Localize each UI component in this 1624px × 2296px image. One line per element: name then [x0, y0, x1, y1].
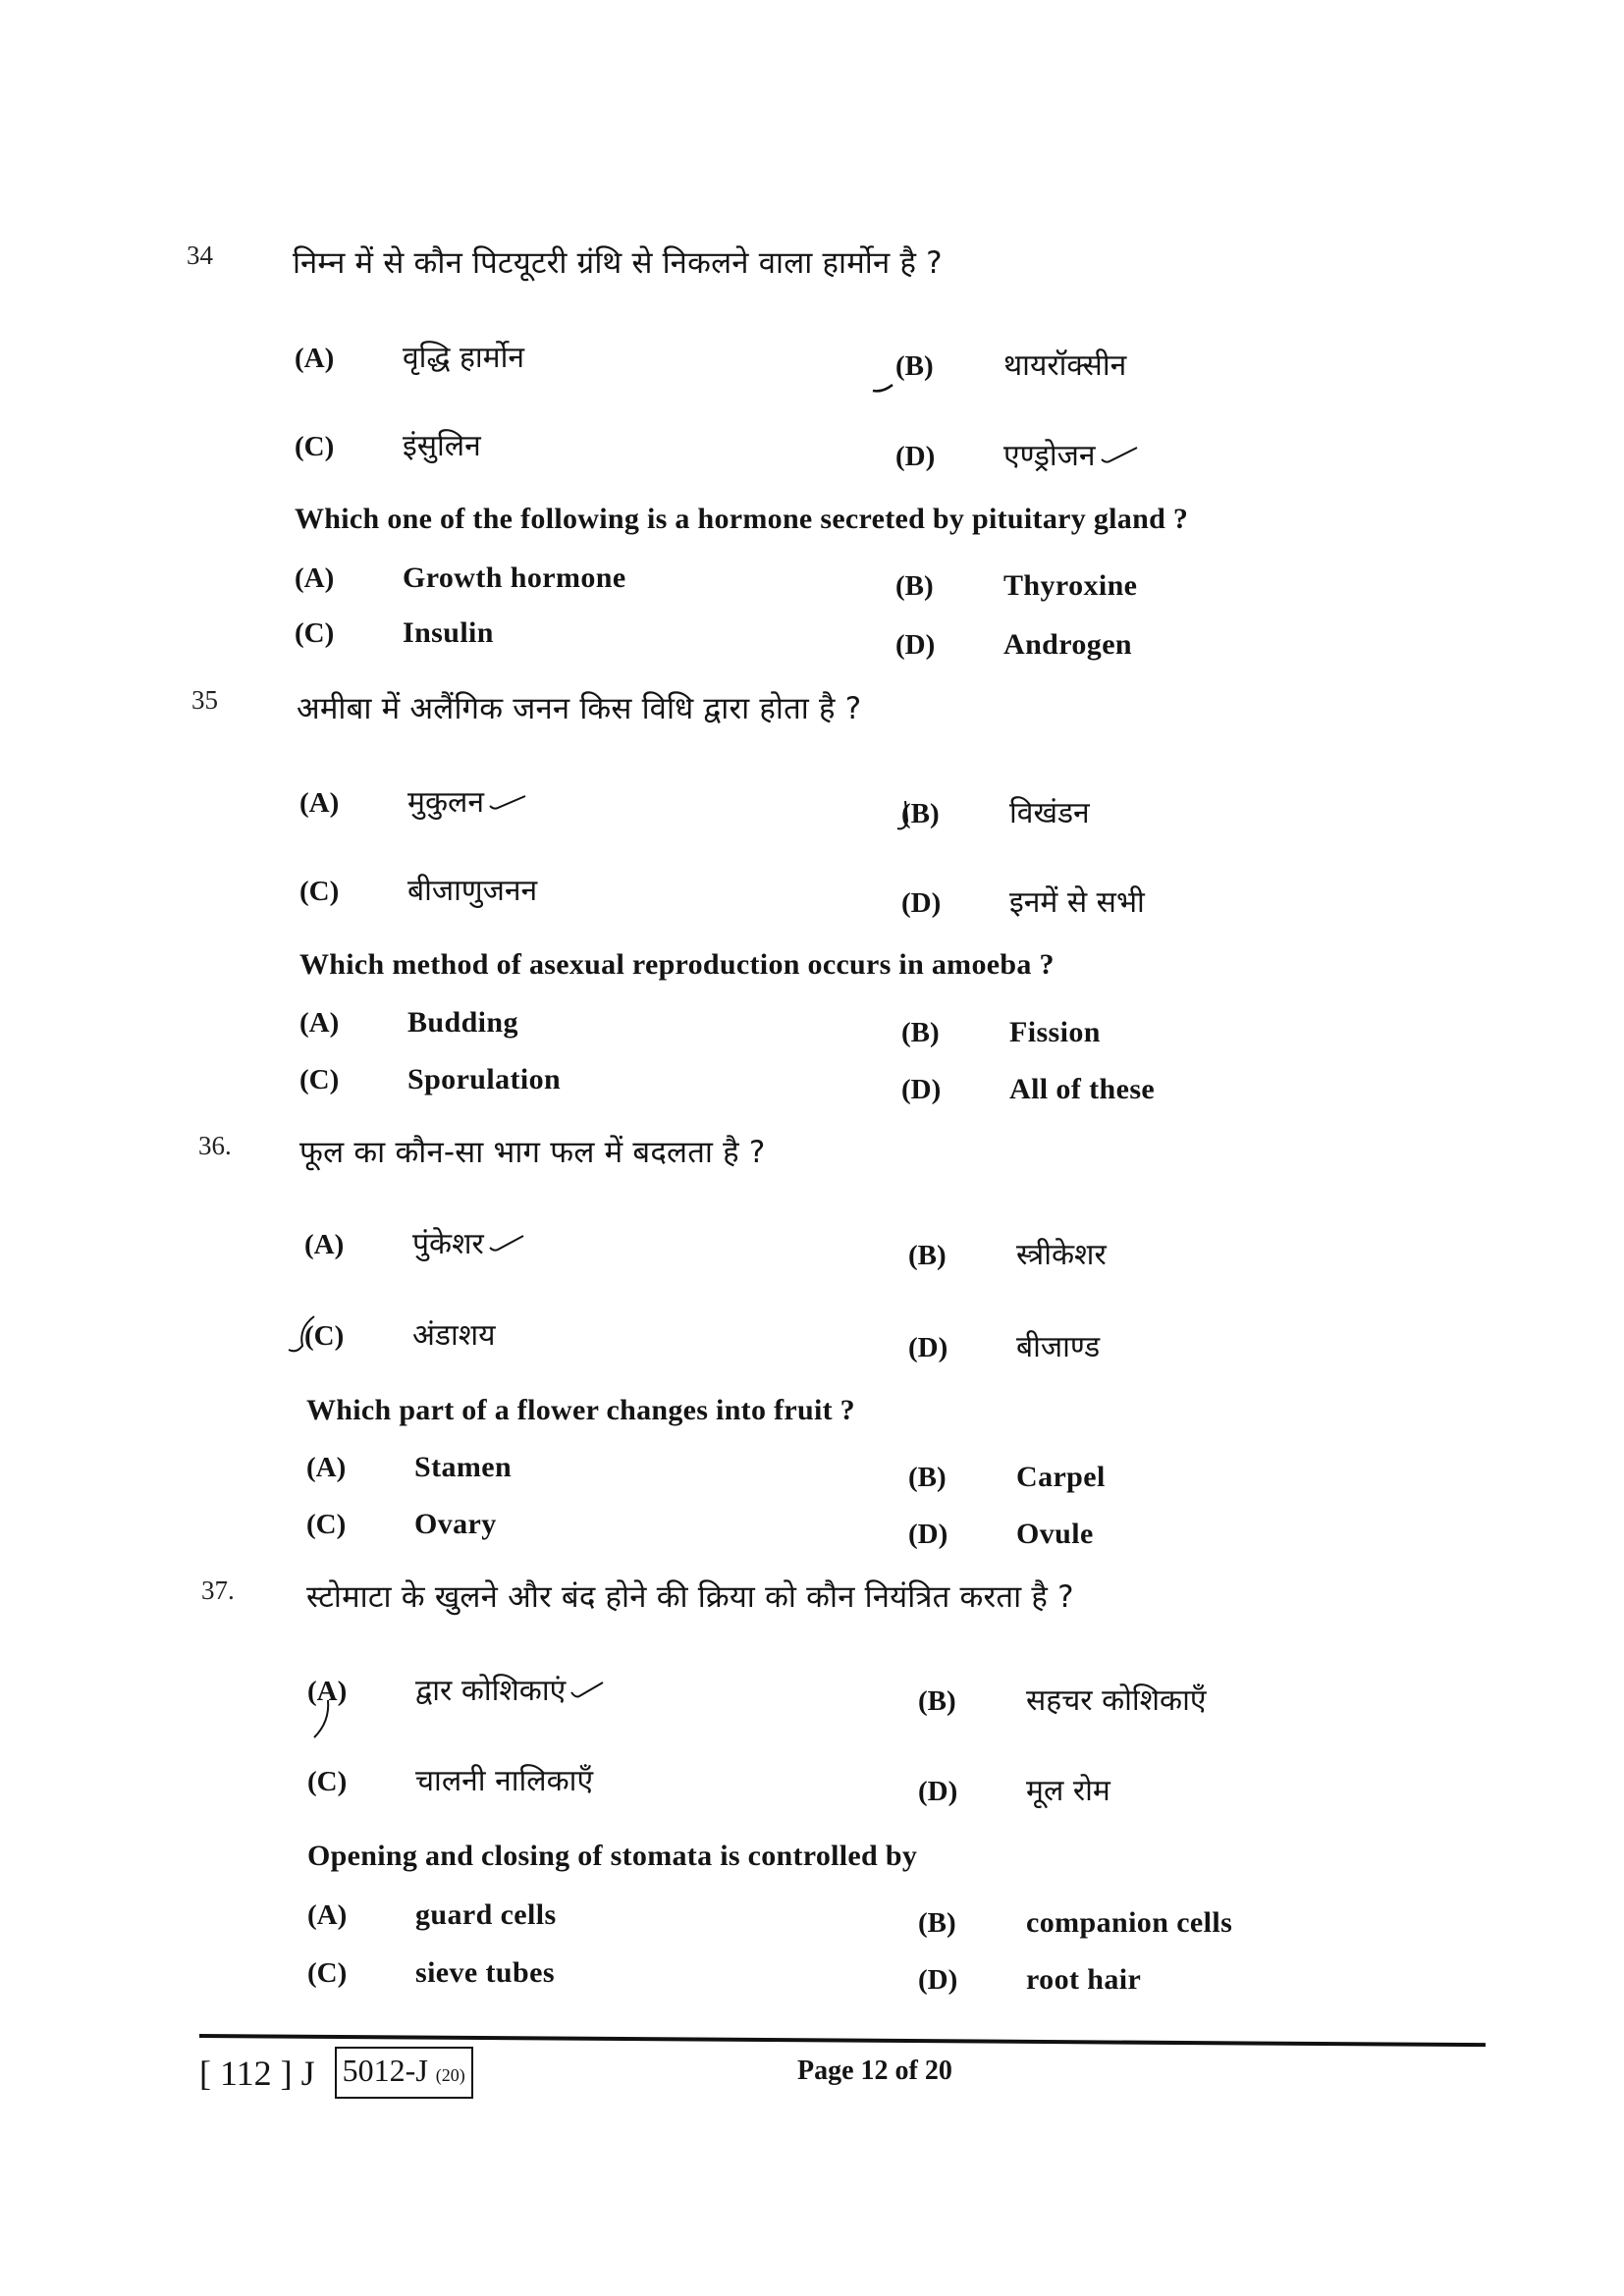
option-english-a [299, 1006, 518, 1040]
option-text: द्वार कोशिकाएं [415, 1674, 567, 1708]
option-text: Fission [1009, 1016, 1101, 1048]
option-english-b [901, 1016, 1101, 1049]
option-label: (B) [895, 350, 934, 382]
option-text: चालनी नालिकाएँ [415, 1764, 594, 1798]
option-english-c [295, 616, 494, 650]
question-number: 34 [187, 240, 213, 270]
option-text: मुकुलन [407, 785, 484, 820]
option-text: sieve tubes [415, 1956, 555, 1989]
question-english: Which part of a flower changes into fruit ? [306, 1394, 855, 1426]
option-hindi-a [304, 1222, 527, 1262]
option-text: Sporulation [407, 1063, 562, 1095]
option-label: (C) [304, 1320, 345, 1352]
footer [199, 2047, 473, 2099]
option-english-d [918, 1963, 1141, 1997]
option-english-d [908, 1518, 1094, 1551]
option-label: (B) [901, 798, 940, 829]
series-code: [ 112 ] J [199, 2053, 315, 2093]
option-label: (A) [304, 1229, 345, 1260]
option-label: (B) [908, 1240, 947, 1271]
option-english-d [895, 628, 1132, 662]
option-label: (A) [295, 343, 335, 374]
option-text: Insulin [403, 616, 494, 649]
option-hindi-d [895, 434, 1139, 474]
footer-divider [199, 2034, 1486, 2047]
option-text: Carpel [1016, 1461, 1106, 1493]
option-label: (D) [895, 441, 936, 472]
option-text: पुंकेशर [412, 1227, 484, 1261]
option-text: root hair [1026, 1963, 1142, 1996]
option-text: स्त्रीकेशर [1016, 1238, 1107, 1272]
page-number: Page 12 of 20 [797, 2056, 952, 2086]
option-text: इंसुलिन [403, 429, 481, 463]
option-english-a [295, 561, 626, 595]
option-hindi-c [299, 869, 537, 909]
handwritten-tick-icon [488, 792, 527, 812]
option-english-c [307, 1956, 555, 1990]
option-hindi-d [901, 881, 1145, 921]
option-hindi-d [918, 1769, 1110, 1809]
option-text: Ovule [1016, 1518, 1094, 1550]
option-hindi-b [901, 791, 1090, 831]
option-label: (C) [307, 1766, 348, 1797]
option-hindi-a [295, 336, 524, 376]
option-label: (C) [299, 1064, 340, 1095]
option-text: सहचर कोशिकाएँ [1026, 1683, 1207, 1718]
pen-mark-icon [869, 365, 898, 395]
question-hindi: फूल का कौन-सा भाग फल में बदलता है ? [299, 1135, 766, 1170]
option-label: (C) [306, 1509, 347, 1540]
paper-code-box [335, 2047, 473, 2099]
option-text: थायरॉक्सीन [1003, 348, 1127, 383]
option-text: Growth hormone [403, 561, 626, 594]
option-text: विखंडन [1009, 796, 1090, 830]
option-hindi-c [307, 1759, 593, 1799]
option-hindi-c [295, 424, 481, 464]
option-label: (B) [895, 570, 934, 602]
option-hindi-d [908, 1325, 1100, 1365]
option-label: (A) [307, 1676, 348, 1707]
option-label: (A) [299, 1007, 340, 1039]
option-text: companion cells [1026, 1906, 1233, 1939]
option-text: guard cells [415, 1898, 557, 1931]
option-english-c [299, 1063, 561, 1096]
question-hindi: अमीबा में अलैंगिक जनन किस विधि द्वारा होता है ? [297, 691, 862, 726]
option-text: अंडाशय [412, 1318, 496, 1353]
option-english-b [895, 569, 1137, 603]
question-english: Which one of the following is a hormone secreted by pituitary gland ? [295, 503, 1189, 535]
handwritten-tick-icon [488, 1234, 527, 1254]
option-text: मूल रोम [1026, 1774, 1110, 1808]
question-english: Which method of asexual reproduction occurs in amoeba ? [299, 948, 1055, 981]
option-hindi-b [895, 344, 1126, 384]
option-english-a [306, 1451, 512, 1484]
option-hindi-b [908, 1233, 1107, 1273]
option-label: (D) [918, 1964, 958, 1996]
option-text: वृद्धि हार्मोन [403, 341, 525, 375]
option-text: Stamen [414, 1451, 513, 1483]
option-english-b [918, 1906, 1232, 1940]
option-text: All of these [1009, 1073, 1156, 1105]
pen-mark-icon [306, 1698, 336, 1747]
option-english-a [307, 1898, 557, 1932]
option-label: (D) [908, 1519, 948, 1550]
option-text: बीजाण्ड [1016, 1330, 1101, 1364]
option-text: बीजाणुजनन [407, 874, 538, 908]
option-label: (A) [307, 1899, 348, 1931]
option-label: (B) [901, 1017, 940, 1048]
question-hindi: निम्न में से कौन पिटयूटरी ग्रंथि से निकलने वाला हार्मोन है ? [293, 245, 943, 281]
option-hindi-c [304, 1313, 496, 1354]
option-label: (C) [295, 617, 335, 649]
option-label: (D) [908, 1332, 948, 1363]
question-english: Opening and closing of stomata is controlled by [307, 1840, 918, 1872]
option-hindi-a [299, 780, 527, 821]
question-number: 35 [191, 685, 218, 715]
option-label: (D) [895, 629, 936, 661]
pen-mark-icon [285, 1310, 324, 1360]
question-number: 37. [201, 1575, 235, 1605]
paper-page-count: (20) [435, 2065, 465, 2085]
option-hindi-a [307, 1669, 609, 1709]
option-text: Budding [407, 1006, 518, 1039]
option-label: (C) [295, 431, 335, 462]
option-label: (D) [901, 887, 942, 919]
option-label: (B) [908, 1462, 947, 1493]
option-text: Ovary [414, 1508, 497, 1540]
pen-mark-icon [893, 797, 913, 836]
option-english-b [908, 1461, 1106, 1494]
option-label: (B) [918, 1685, 956, 1717]
option-text: एण्ड्रोजन [1003, 439, 1096, 473]
option-label: (A) [306, 1452, 347, 1483]
option-hindi-b [918, 1679, 1206, 1719]
option-label: (B) [918, 1907, 956, 1939]
option-english-d [901, 1073, 1155, 1106]
option-label: (A) [299, 787, 340, 819]
question-number: 36. [198, 1131, 232, 1160]
handwritten-tick-icon [569, 1681, 609, 1700]
option-text: Thyroxine [1003, 569, 1138, 602]
option-label: (D) [918, 1776, 958, 1807]
paper-code: 5012-J [342, 2053, 428, 2088]
question-hindi: स्टोमाटा के खुलने और बंद होने की क्रिया को कौन नियंत्रित करता है ? [306, 1579, 1074, 1615]
option-english-c [306, 1508, 497, 1541]
option-text: इनमें से सभी [1009, 885, 1145, 920]
option-text: Androgen [1003, 628, 1133, 661]
option-label: (C) [299, 876, 340, 907]
handwritten-tick-icon [1100, 446, 1139, 465]
option-label: (D) [901, 1074, 942, 1105]
option-label: (A) [295, 562, 335, 594]
option-label: (C) [307, 1957, 348, 1989]
